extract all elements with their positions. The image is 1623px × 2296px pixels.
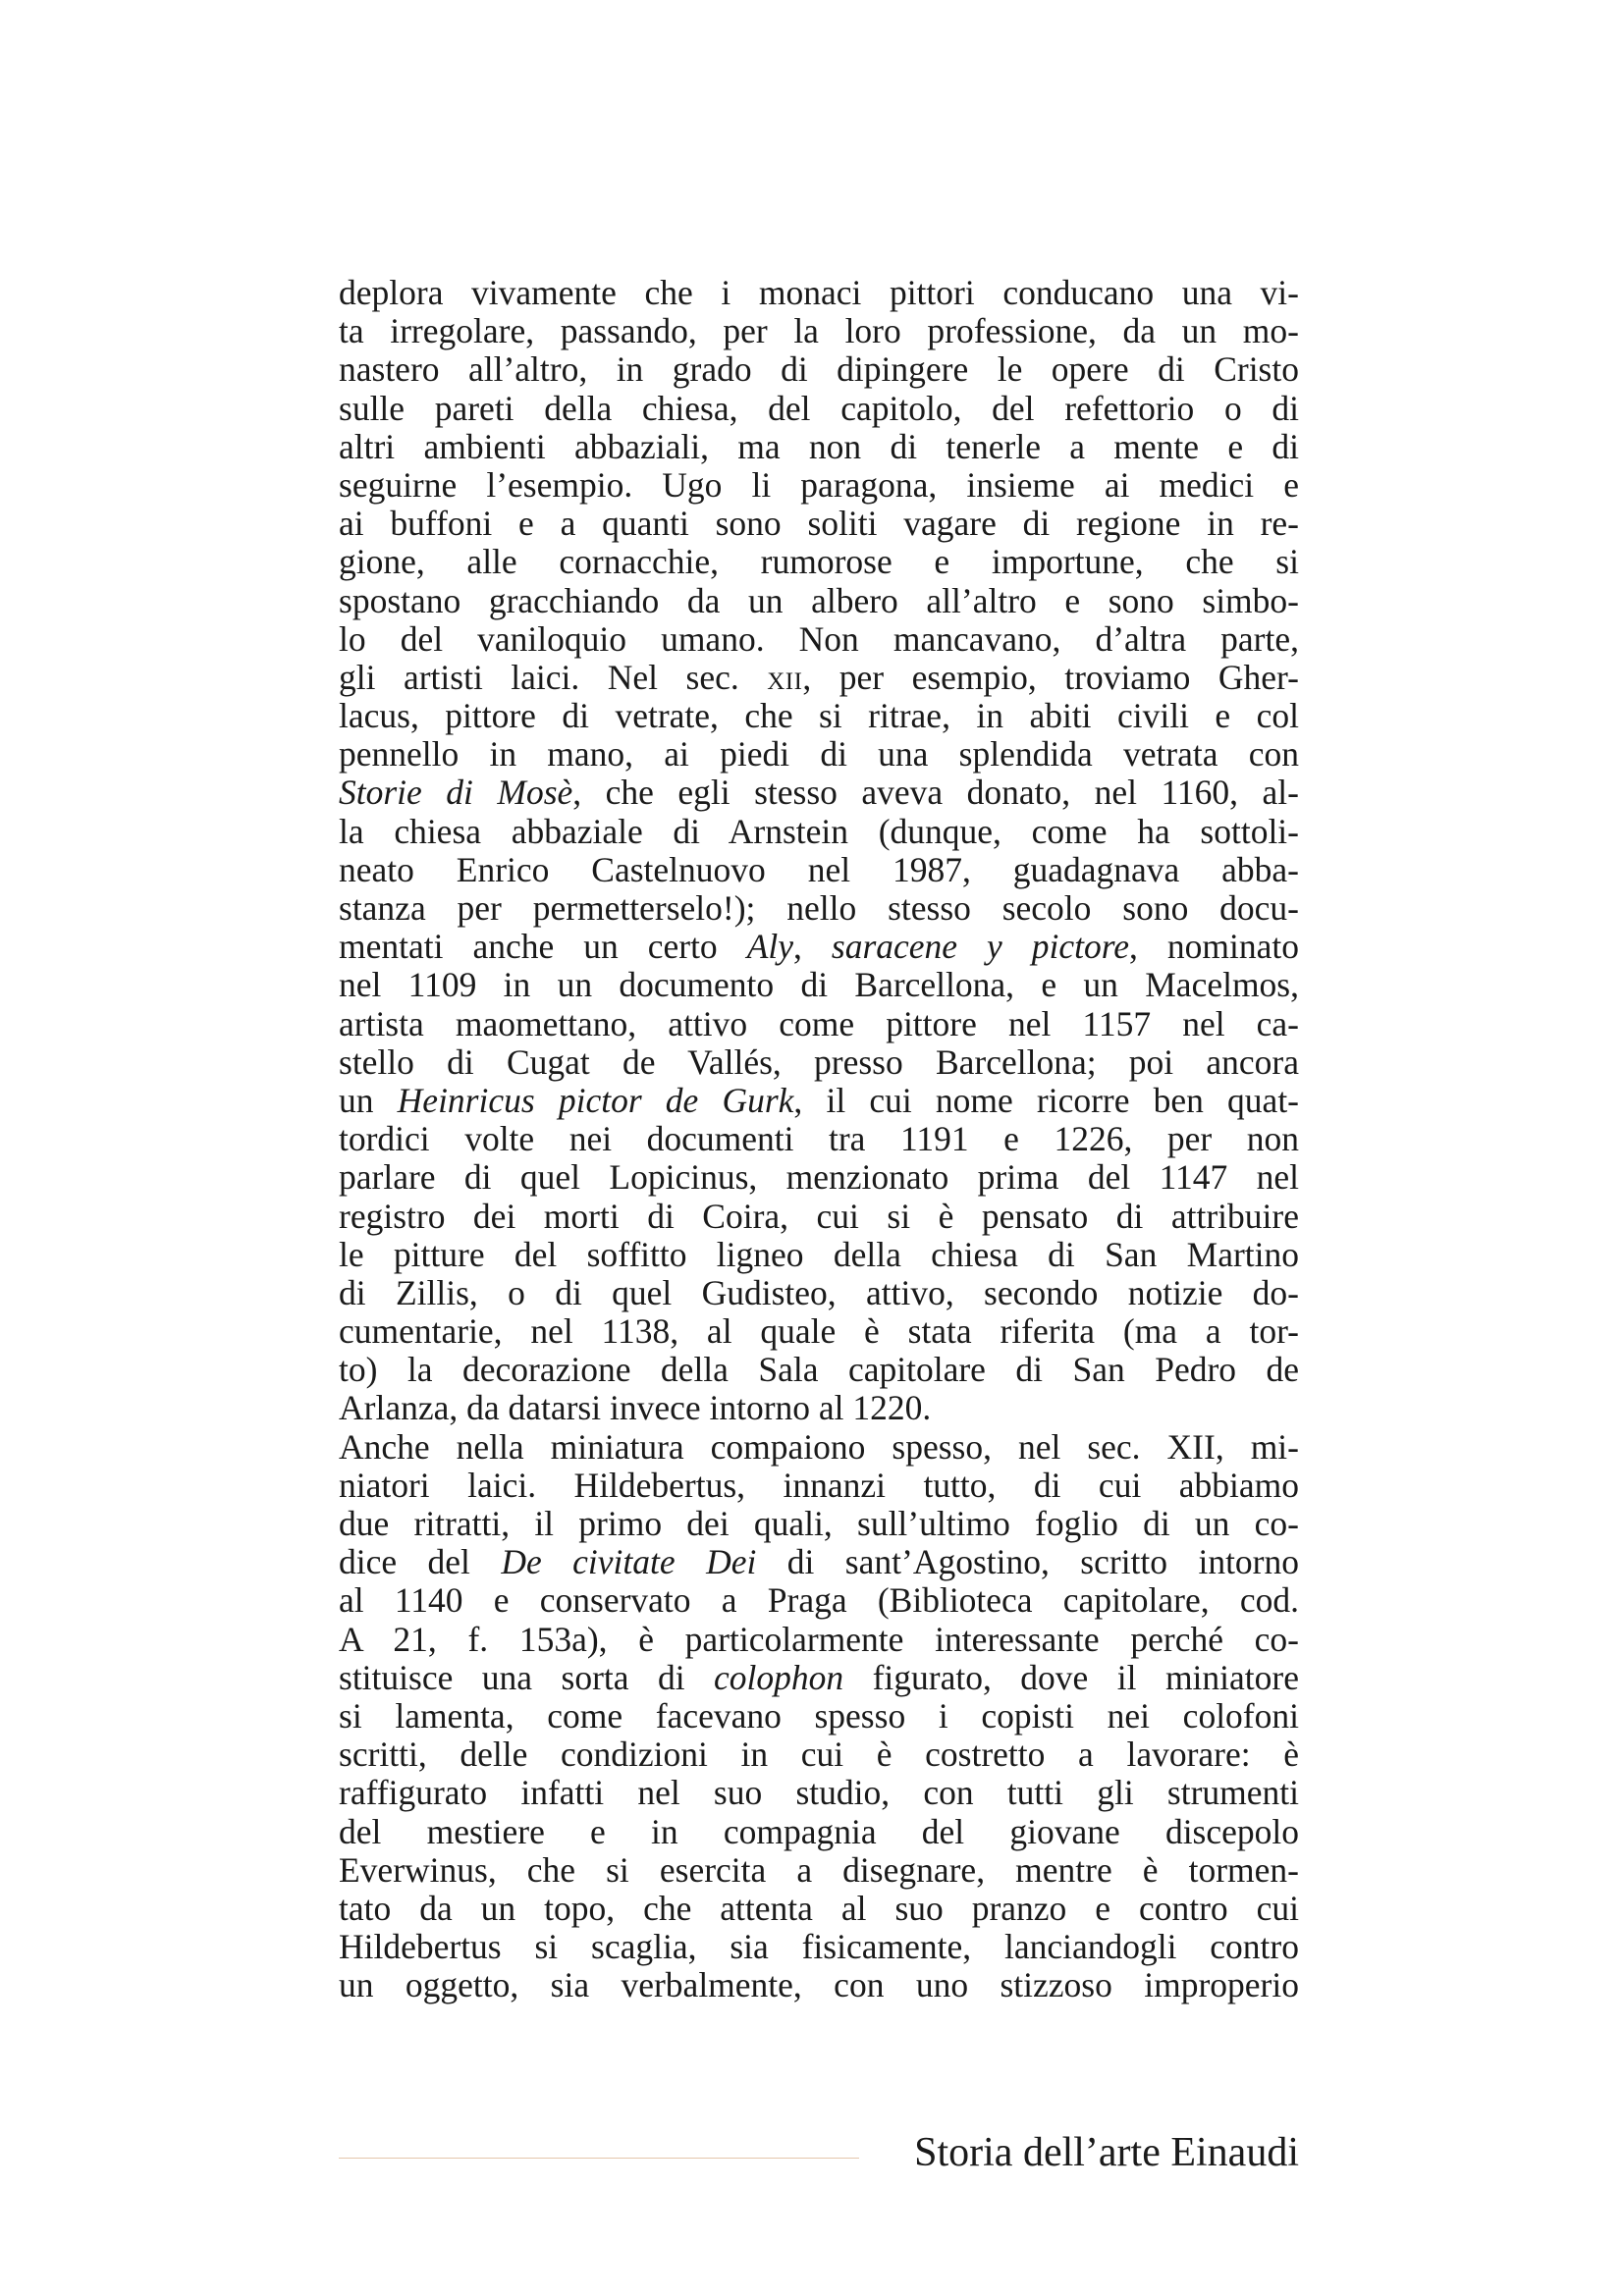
text-segment: ta irregolare, passando, per la loro professione, da un mo- bbox=[339, 311, 1299, 351]
text-line bbox=[339, 1274, 1299, 1312]
text-line bbox=[339, 312, 1299, 350]
text-segment: altri ambienti abbaziali, ma non di tenerle a mente e di bbox=[339, 426, 1299, 466]
text-segment: ai buffoni e a quanti sono soliti vagare di regione in re- bbox=[339, 504, 1299, 544]
text-segment: del mestiere e in compagnia del giovane discepolo bbox=[339, 1811, 1299, 1851]
text-line bbox=[339, 1813, 1299, 1851]
text-line bbox=[339, 735, 1299, 774]
text-line bbox=[339, 1043, 1299, 1082]
text-segment: nel 1109 in un documento di Barcellona, e un Macelmos, bbox=[339, 965, 1299, 1005]
text-segment: cumentarie, nel 1138, al quale è stata riferita (ma a tor- bbox=[339, 1311, 1299, 1352]
text-line bbox=[339, 1120, 1299, 1158]
text-segment: lacus, pittore di vetrate, che si ritrae, in abiti civili e col bbox=[339, 696, 1299, 736]
body-text bbox=[339, 274, 1299, 2004]
text-line bbox=[339, 1428, 1299, 1467]
text-segment: un oggetto, sia verbalmente, con uno stizzoso improperio bbox=[339, 1965, 1299, 2005]
italic-text: saracene y pictore bbox=[831, 927, 1130, 967]
text-segment: registro dei morti di Coira, cui si è pensato di attribuire bbox=[339, 1196, 1299, 1236]
text-line bbox=[339, 350, 1299, 389]
text-segment: neato Enrico Castelnuovo nel 1987, guadagnava abba- bbox=[339, 849, 1299, 889]
text-line bbox=[339, 1966, 1299, 2004]
text-line bbox=[339, 505, 1299, 543]
text-segment: gli artisti laici. Nel sec. bbox=[339, 657, 768, 697]
text-line bbox=[339, 1697, 1299, 1735]
text-segment: lo del vaniloquio umano. Non mancavano, d’altra parte, bbox=[339, 618, 1299, 659]
text-line bbox=[339, 274, 1299, 312]
text-line bbox=[339, 1543, 1299, 1581]
text-line bbox=[339, 466, 1299, 505]
text-segment: al 1140 e conservato a Praga (Biblioteca capitolare, cod. bbox=[339, 1580, 1299, 1621]
text-segment: un bbox=[339, 1080, 398, 1120]
text-segment: spostano gracchiando da un albero all’altro e sono simbo- bbox=[339, 580, 1299, 620]
text-line bbox=[339, 928, 1299, 966]
text-segment: , bbox=[793, 927, 832, 967]
text-line bbox=[339, 966, 1299, 1004]
text-segment: la chiesa abbaziale di Arnstein (dunque, come ha sottoli- bbox=[339, 811, 1299, 851]
italic-text: colophon bbox=[714, 1657, 844, 1697]
text-segment: tordici volte nei documenti tra 1191 e 1226, per non bbox=[339, 1119, 1299, 1159]
text-segment: to) la decorazione della Sala capitolare di San Pedro de bbox=[339, 1350, 1299, 1390]
text-line bbox=[339, 1890, 1299, 1928]
text-line bbox=[339, 1005, 1299, 1043]
text-line bbox=[339, 659, 1299, 697]
text-segment: , per esempio, troviamo Gher- bbox=[802, 657, 1299, 697]
italic-text: Storie di Mosè bbox=[339, 773, 573, 813]
text-line bbox=[339, 1774, 1299, 1812]
italic-text: Heinricus pictor de Gurk bbox=[397, 1080, 794, 1120]
text-line bbox=[339, 1659, 1299, 1697]
text-segment: raffigurato infatti nel suo studio, con tutti gli strumenti bbox=[339, 1773, 1299, 1813]
text-segment: artista maomettano, attivo come pittore nel 1157 nel ca- bbox=[339, 1003, 1299, 1043]
text-segment: stanza per permetterselo!); nello stesso secolo sono docu- bbox=[339, 888, 1299, 928]
text-line bbox=[339, 813, 1299, 851]
text-segment: di sant’Agostino, scritto intorno bbox=[756, 1542, 1300, 1582]
text-line bbox=[339, 582, 1299, 620]
text-line bbox=[339, 1467, 1299, 1505]
footer-title: Storia dell’arte Einaudi bbox=[914, 2130, 1299, 2175]
text-segment: parlare di quel Lopicinus, menzionato prima del 1147 nel bbox=[339, 1157, 1299, 1198]
text-line bbox=[339, 428, 1299, 466]
text-segment: , che egli stesso aveva donato, nel 1160, al- bbox=[572, 773, 1299, 813]
text-line bbox=[339, 1928, 1299, 1966]
text-line bbox=[339, 620, 1299, 659]
text-segment: stello di Cugat de Vallés, presso Barcellona; poi ancora bbox=[339, 1041, 1299, 1082]
text-line bbox=[339, 1236, 1299, 1274]
text-segment: dice del bbox=[339, 1542, 502, 1582]
text-segment: due ritratti, il primo dei quali, sull’ultimo foglio di un co- bbox=[339, 1504, 1299, 1543]
text-line bbox=[339, 1851, 1299, 1890]
text-segment: , il cui nome ricorre ben quat- bbox=[793, 1080, 1299, 1120]
text-line bbox=[339, 774, 1299, 812]
text-segment: A 21, f. 153a), è particolarmente interessante perché co- bbox=[339, 1619, 1299, 1659]
text-line bbox=[339, 1505, 1299, 1543]
text-line bbox=[339, 1389, 1299, 1427]
text-line bbox=[339, 1312, 1299, 1351]
text-segment: Everwinus, che si esercita a disegnare, mentre è tormen- bbox=[339, 1849, 1299, 1890]
text-segment: seguirne l’esempio. Ugo li paragona, insieme ai medici e bbox=[339, 464, 1299, 505]
text-segment: figurato, dove il miniatore bbox=[843, 1657, 1299, 1697]
text-line bbox=[339, 1735, 1299, 1774]
small-caps-text: xii bbox=[767, 657, 803, 697]
text-line bbox=[339, 1198, 1299, 1236]
text-line bbox=[339, 851, 1299, 889]
footer-rule bbox=[339, 2158, 859, 2159]
text-segment: pennello in mano, ai piedi di una splendida vetrata con bbox=[339, 734, 1299, 774]
text-segment: Arlanza, da datarsi invece intorno al 1220. bbox=[339, 1388, 932, 1428]
text-segment: stituisce una sorta di bbox=[339, 1657, 715, 1697]
text-segment: le pitture del soffitto ligneo della chiesa di San Martino bbox=[339, 1234, 1299, 1274]
text-line bbox=[339, 697, 1299, 735]
text-line bbox=[339, 889, 1299, 928]
text-segment: scritti, delle condizioni in cui è costretto a lavorare: è bbox=[339, 1735, 1299, 1775]
text-segment: di Zillis, o di quel Gudisteo, attivo, secondo notizie do- bbox=[339, 1272, 1299, 1312]
text-segment: tato da un topo, che attenta al suo pranzo e contro cui bbox=[339, 1888, 1299, 1928]
text-segment: Hildebertus si scaglia, sia fisicamente, lanciandogli contro bbox=[339, 1927, 1299, 1967]
italic-text: De civitate Dei bbox=[501, 1542, 757, 1582]
text-line bbox=[339, 1581, 1299, 1620]
text-line bbox=[339, 543, 1299, 581]
text-segment: deplora vivamente che i monaci pittori conducano una vi- bbox=[339, 273, 1299, 312]
text-segment: niatori laici. Hildebertus, innanzi tutto, di cui abbiamo bbox=[339, 1465, 1299, 1505]
text-line bbox=[339, 390, 1299, 428]
text-segment: si lamenta, come facevano spesso i copisti nei colofoni bbox=[339, 1695, 1299, 1735]
text-line bbox=[339, 1082, 1299, 1120]
italic-text: Aly bbox=[746, 927, 793, 967]
text-line bbox=[339, 1158, 1299, 1197]
text-segment: , nominato bbox=[1129, 927, 1299, 967]
text-segment: nastero all’altro, in grado di dipingere le opere di Cristo bbox=[339, 349, 1299, 390]
text-line bbox=[339, 1351, 1299, 1389]
text-segment: gione, alle cornacchie, rumorose e importune, che si bbox=[339, 542, 1299, 582]
text-segment: mentati anche un certo bbox=[339, 927, 747, 967]
text-line bbox=[339, 1621, 1299, 1659]
text-segment: Anche nella miniatura compaiono spesso, nel sec. XII, mi- bbox=[339, 1426, 1299, 1467]
text-segment: sulle pareti della chiesa, del capitolo, del refettorio o di bbox=[339, 388, 1299, 428]
